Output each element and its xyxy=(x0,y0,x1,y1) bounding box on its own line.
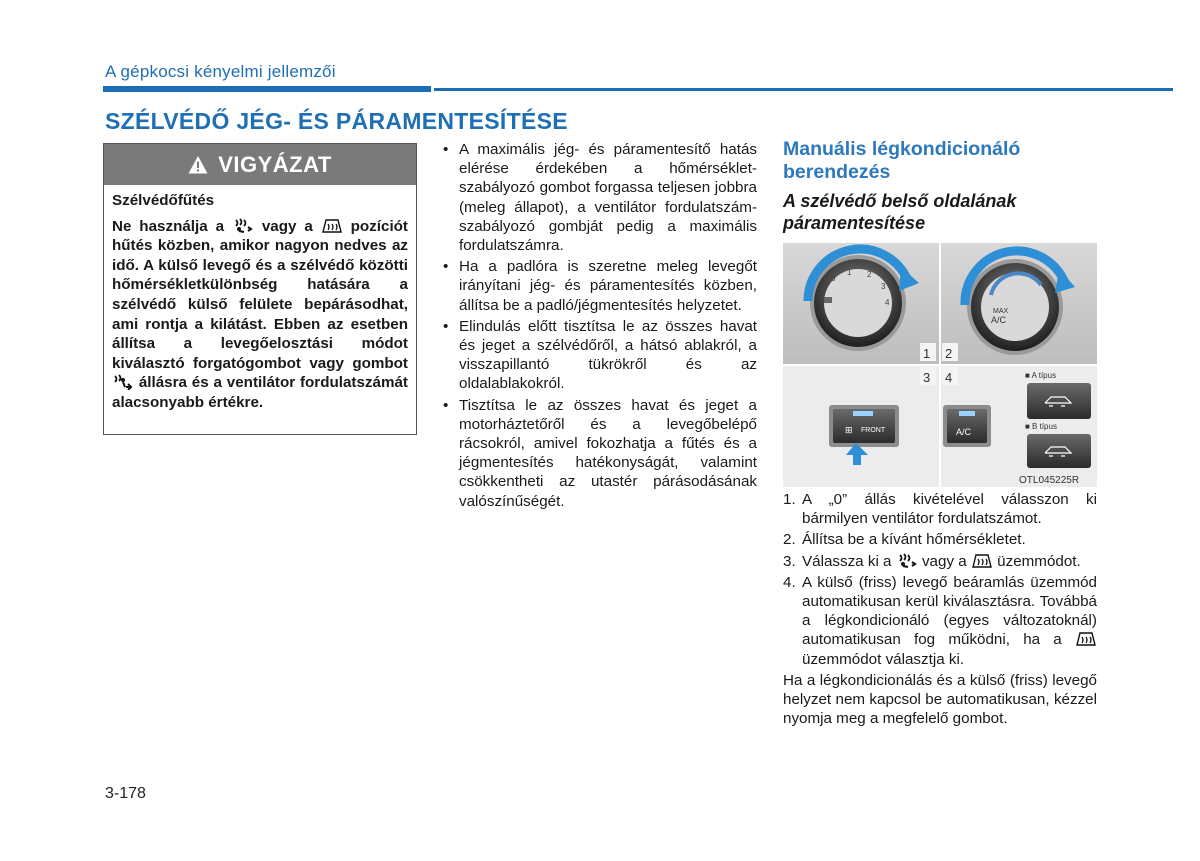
caution-heading: VIGYÁZAT xyxy=(218,151,332,177)
figure-code: OTL045225R xyxy=(1019,475,1080,486)
section-title: SZÉLVÉDŐ JÉG- ÉS PÁRAMENTESÍTÉSE xyxy=(105,108,568,134)
caution-subheading: Szélvédőfűtés xyxy=(112,192,215,209)
caution-header xyxy=(104,144,416,185)
control-panel-figure xyxy=(783,243,1097,487)
type-b-button xyxy=(1027,434,1091,468)
list-item: • Ha a padlóra is szeretne meleg levegőt irányítani jég- és páramentesítés közben, állítsa be a padló/jégmentesítés helyzetet. xyxy=(443,258,757,314)
type-a-button xyxy=(1027,383,1091,419)
header-bar-dark xyxy=(103,86,431,92)
caution-text-part2: pozíciót hűtés közben, amikor nagyon nedves az idő. A külső levegő és a szélvédő közötti hőmérsékletkülönbség hatására a szélvédő külső felülete bepárásodhat, ami rontja a kilátást. Ebben az esetben állítsa a levegőelosztási módot kiválasztó forgatógombot vagy gombot xyxy=(112,217,408,372)
right-column xyxy=(783,138,1097,234)
header-bar-light xyxy=(434,88,1173,91)
step-text-part: vagy a xyxy=(921,552,967,570)
knob-max-label: MAX xyxy=(993,308,1009,315)
floor-defrost-mode-icon xyxy=(896,553,918,569)
list-item: • Tisztítsa le az összes havat és jeget a motorháztetőről és a levegőbelépő rácsokról, amivel fokozhatja a fűtés és a jégmentesítés hatékonyságát, valamint csökkentheti az utastér párásodásának valószínűségét. xyxy=(443,396,757,510)
step-text-part: Válassza ki a xyxy=(802,552,892,570)
page-number: 3-178 xyxy=(105,785,146,802)
list-item: • A maximális jég- és páramentesítő hatás elérése érdekében a hőmérséklet-szabályozó gombot forgassa teljesen jobbra (meleg állapot), a ventilátor fordulatszám-szabályozó gombját pedig a maximális fordulatszámra. xyxy=(443,141,757,255)
step-number: 3. xyxy=(783,552,796,570)
panel-num-1: 1 xyxy=(923,346,931,361)
caution-text-part1: Ne használja a xyxy=(112,217,225,235)
temperature-knob xyxy=(967,259,1063,355)
dial-num-1: 1 xyxy=(847,268,852,277)
defrost-mode-icon xyxy=(971,553,993,569)
knob-ac-label: A/C xyxy=(991,315,1007,325)
defrost-mode-icon xyxy=(321,218,343,234)
defrost-mode-icon xyxy=(1075,631,1097,647)
tips-list xyxy=(443,140,757,513)
list-item-text: Elindulás előtt tisztítsa le az összes havat és jeget a szélvédőről, a hátsó ablakról, a visszapillantó tükrökről és az oldalablakokról. xyxy=(459,317,757,393)
type-a-label: ■ A típus xyxy=(1025,371,1057,380)
panel-num-2: 2 xyxy=(945,346,953,361)
caution-text-part3: állásra és a ventilátor fordulatszámát alacsonyabb értékre. xyxy=(112,374,408,411)
step-text: A „0” állás kivételével válasszon ki bármilyen ventilátor fordulatszámot. xyxy=(802,491,1097,528)
list-item-text: A maximális jég- és páramentesítő hatás elérése érdekében a hőmérséklet-szabályozó gombot forgassa teljesen jobbra (meleg állapot), a ventilátor fordulatszám-szabályozó gombját pedig a maximális fordulatszámra. xyxy=(459,141,757,255)
list-item: • Elindulás előtt tisztítsa le az összes havat és jeget a szélvédőről, a hátsó ablakról, a visszapillantó tükrökről és az oldalablakokról. xyxy=(443,317,757,393)
step-text xyxy=(802,552,1097,571)
type-b-label: ■ B típus xyxy=(1025,422,1057,431)
figure-illustration xyxy=(783,243,1097,487)
panel-num-3: 3 xyxy=(923,370,931,385)
list-item-text: Ha a padlóra is szeretne meleg levegőt irányítani jég- és páramentesítés közben, állítsa be a padló/jégmentesítés helyzetet. xyxy=(459,258,757,314)
step-number: 2. xyxy=(783,531,796,549)
list-item xyxy=(783,490,1097,528)
ac-button-label: A/C xyxy=(956,427,972,437)
step-number: 4. xyxy=(783,573,796,591)
front-label: FRONT xyxy=(861,427,886,434)
dial-num-0: 0 xyxy=(831,274,836,283)
list-item xyxy=(783,530,1097,549)
ac-button xyxy=(943,405,991,447)
step-number: 1. xyxy=(783,491,796,508)
dial-num-4: 4 xyxy=(885,298,890,307)
steps-list xyxy=(783,490,1097,728)
dial-num-2: 2 xyxy=(867,270,872,279)
subsection-subtitle: A szélvédő belső oldalának páramentesítése xyxy=(783,191,1017,233)
list-item xyxy=(783,552,1097,571)
step-text: Állítsa be a kívánt hőmérsékletet. xyxy=(802,531,1026,549)
floor-defrost-mode-icon xyxy=(232,218,254,234)
floor-mode-icon xyxy=(112,374,134,390)
chapter-title: A gépkocsi kényelmi jellemzői xyxy=(105,62,336,81)
front-defrost-button xyxy=(829,405,899,447)
caution-box xyxy=(103,143,417,435)
caution-text xyxy=(112,217,408,413)
svg-text:⊞: ⊞ xyxy=(845,426,853,436)
list-item xyxy=(783,573,1097,669)
caution-text-part1b: vagy a xyxy=(261,217,313,235)
step-text-part: A külső (friss) levegő beáramlás üzemmód automatikusan kerül kiválasztásra. Továbbá a légkondicionáló (egyes változatoknál) automatikusan fog működni, ha a xyxy=(802,573,1097,649)
panel-num-4: 4 xyxy=(945,370,953,385)
step-text-part: üzemmódot. xyxy=(997,552,1081,570)
dial-num-3: 3 xyxy=(881,282,886,291)
step-text xyxy=(802,573,1097,669)
step-text-part: üzemmódot választja ki. xyxy=(802,650,965,668)
warning-icon xyxy=(188,155,208,175)
list-item-text: Tisztítsa le az összes havat és jeget a motorháztetőről és a levegőbelépő rácsokról, amivel fokozhatja a fűtés és a jégmentesítés hatékonyságát, valamint csökkentheti az utastér párásodásának valószínűségét. xyxy=(459,396,757,510)
note-text: Ha a légkondicionálás és a külső (friss) levegő helyzet nem kapcsol be automatikusan, kézzel nyomja meg a megfelelő gombot. xyxy=(783,671,1097,728)
subsection-title: Manuális légkondicionáló berendezés xyxy=(783,138,1021,183)
